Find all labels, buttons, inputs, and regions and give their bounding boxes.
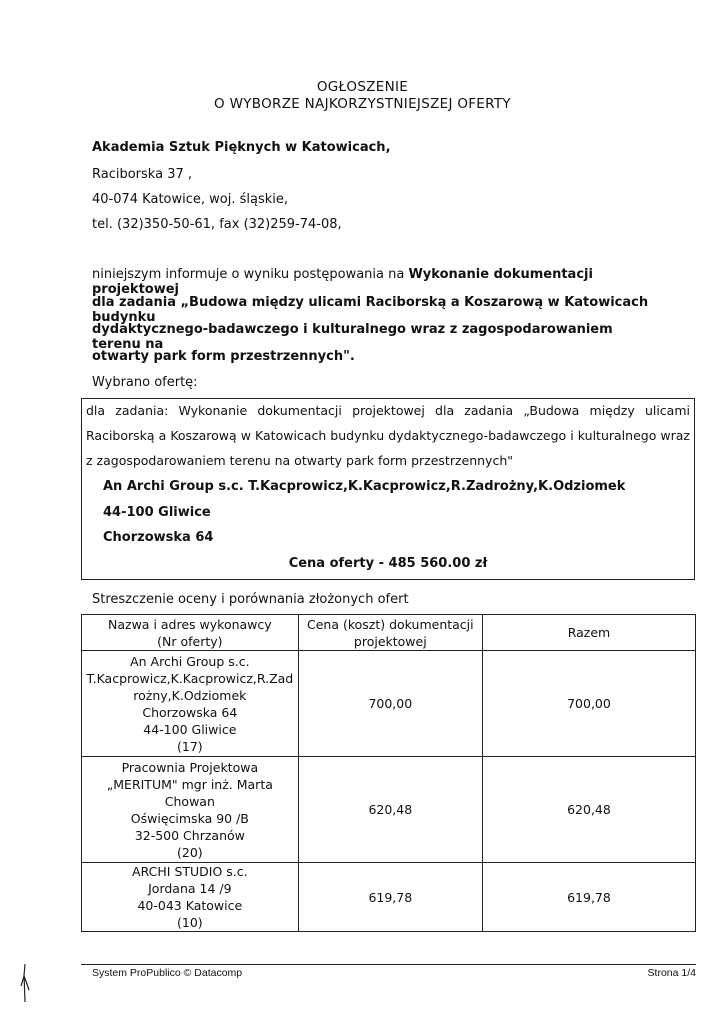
contractor-line: (10) [177, 915, 203, 930]
contractor-cell [82, 651, 299, 757]
total-cell: 619,78 [482, 863, 695, 932]
contractor-line: 32-500 Chrzanów [134, 827, 245, 843]
contractor-line: 40-043 Katowice [137, 898, 243, 913]
price-cell: 619,78 [298, 863, 482, 932]
intro-prefix: niniejszym informuje o wyniku postępowania na [92, 267, 409, 282]
header-price [298, 615, 482, 651]
contractor-line: Pracownia Projektowa [121, 759, 259, 775]
header-total: Razem [482, 615, 695, 651]
contractor-line: 44-100 Gliwice [143, 721, 237, 737]
offer-company: An Archi Group s.c. T.Kacprowicz,K.Kacprowicz,R.Zadrożny,K.Odziomek [103, 479, 626, 494]
contractor-line: Jordana 14 /9 [148, 881, 232, 896]
offer-city: 44-100 Gliwice [103, 505, 211, 520]
institution-name: Akademia Sztuk Pięknych w Katowicach, [92, 140, 391, 155]
chosen-offer-box [81, 398, 695, 580]
offer-task-line-2: Raciborską a Koszarową w Katowicach budynku dydaktycznego-badawczego i kulturalnego wraz [86, 428, 690, 443]
chosen-offer-label: Wybrano ofertę: [92, 375, 198, 390]
header-price-line-1: Cena (koszt) dokumentacji [306, 616, 474, 632]
contractor-cell [82, 757, 299, 863]
contractor-line: An Archi Group s.c. [130, 653, 250, 669]
price-cell: 700,00 [298, 651, 482, 757]
offer-task-line-3: z zagospodarowaniem terenu na otwarty park form przestrzennych" [86, 453, 514, 468]
document-subtitle: O WYBORZE NAJKORZYSTNIEJSZEJ OFERTY [214, 96, 511, 112]
offer-task-line-1: dla zadania: Wykonanie dokumentacji projektowej dla zadania „Budowa między ulicami [86, 403, 690, 418]
offer-price: Cena oferty - 485 560.00 zł [288, 556, 488, 571]
header-price-line-2: projektowej [353, 633, 427, 649]
contractor-line: (20) [177, 844, 203, 860]
summary-title: Streszczenie oceny i porównania złożonych ofert [92, 592, 409, 607]
total-cell: 620,48 [482, 757, 695, 863]
table-row [82, 757, 696, 863]
contractor-line: T.Kacprowicz,K.Kacprowicz,R.Zad [86, 670, 294, 686]
offers-table [81, 614, 696, 932]
header-contractor-line-1: Nazwa i adres wykonawcy [108, 616, 272, 632]
contractor-cell [82, 863, 299, 932]
table-row [82, 651, 696, 757]
footer-system: System ProPublico © Datacomp [92, 967, 243, 979]
table-row [82, 863, 696, 932]
price-cell: 620,48 [298, 757, 482, 863]
contractor-line: (17) [177, 738, 203, 754]
institution-street: Raciborska 37 , [92, 167, 193, 182]
header-contractor-line-2: (Nr oferty) [157, 633, 223, 649]
intro-subject: Wykonanie dokumentacji projektowej [92, 267, 593, 297]
intro-line-4: otwarty park form przestrzennych". [92, 349, 355, 364]
contractor-line: ARCHI STUDIO s.c. [132, 864, 248, 879]
intro-line-3: dydaktycznego-badawczego i kulturalnego wraz z zagospodarowaniem terenu na [92, 322, 613, 352]
contractor-line: „MERITUM" mgr inż. Marta [106, 776, 273, 792]
intro-line-2: dla zadania „Budowa między ulicami Raciborską a Koszarową w Katowicach budynku [92, 295, 649, 325]
institution-contact: tel. (32)350-50-61, fax (32)259-74-08, [92, 217, 342, 232]
total-cell: 700,00 [482, 651, 695, 757]
header-contractor [82, 615, 299, 651]
contractor-line: Oświęcimska 90 /B [130, 810, 249, 826]
scan-mark-icon [18, 962, 32, 1004]
footer-page-number: Strona 1/4 [647, 967, 696, 979]
institution-city: 40-074 Katowice, woj. śląskie, [92, 192, 289, 207]
table-header-row [82, 615, 696, 651]
contractor-line: Chorzowska 64 [142, 704, 238, 720]
intro-line-1 [92, 267, 652, 297]
contractor-line: rożny,K.Odziomek [133, 687, 247, 703]
document-title: OGŁOSZENIE [316, 79, 409, 95]
offer-street: Chorzowska 64 [103, 530, 214, 545]
contractor-line: Chowan [164, 793, 215, 809]
footer-divider [81, 964, 696, 965]
